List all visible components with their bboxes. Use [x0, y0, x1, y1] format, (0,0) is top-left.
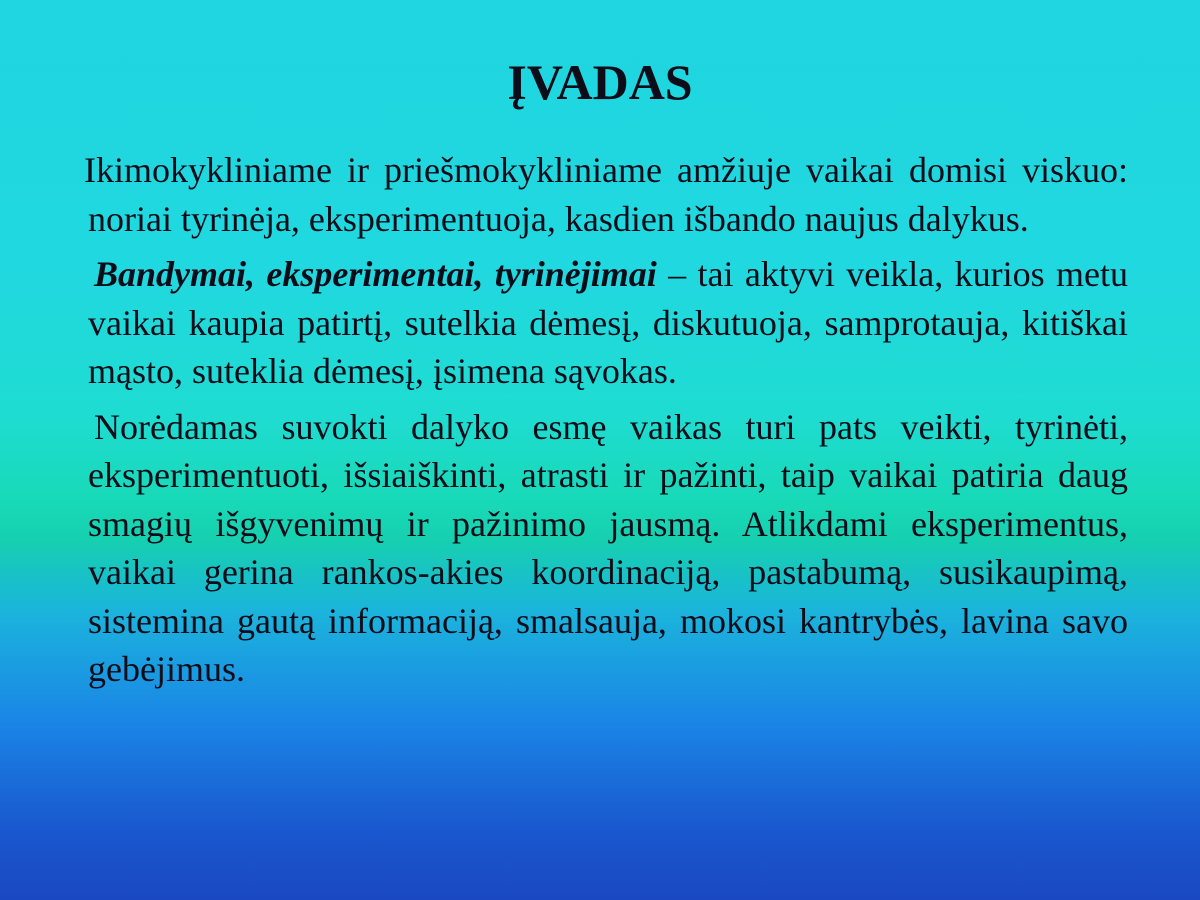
paragraph-definition — [88, 250, 1128, 396]
slide-title: ĮVADAS — [507, 54, 693, 110]
definition-text: – tai aktyvi veikla, kurios metu vaikai kaupia patirtį, sutelkia dėmesį, diskutuoja, samprotauja, kitiškai mąsto, suteklia dėmesį, įsimena sąvokas. — [88, 254, 1128, 391]
paragraph-benefits: Norėdamas suvokti dalyko esmę vaikas turi pats veikti, tyrinėti, eksperimentuoti, išsiaiškinti, atrasti ir pažinti, taip vaikai patiria daug smagių išgyvenimų ir pažinimo jausmą. Atlikdami eksperimentus, vaikai gerina rankos-akies koordinaciją, pastabumą, susikaupimą, sistemina gautą informaciją, smalsauja, mokosi kantrybės, lavina savo gebėjimus. — [88, 406, 1128, 689]
paragraph-intro: Ikimokykliniame ir priešmokykliniame amžiuje vaikai domisi viskuo: noriai tyrinėja, eksperimentuoja, kasdien išbando naujus dalykus. — [84, 150, 1128, 239]
slide-body — [84, 146, 1128, 694]
definition-term: Bandymai, eksperimentai, tyrinėjimai — [94, 254, 657, 294]
